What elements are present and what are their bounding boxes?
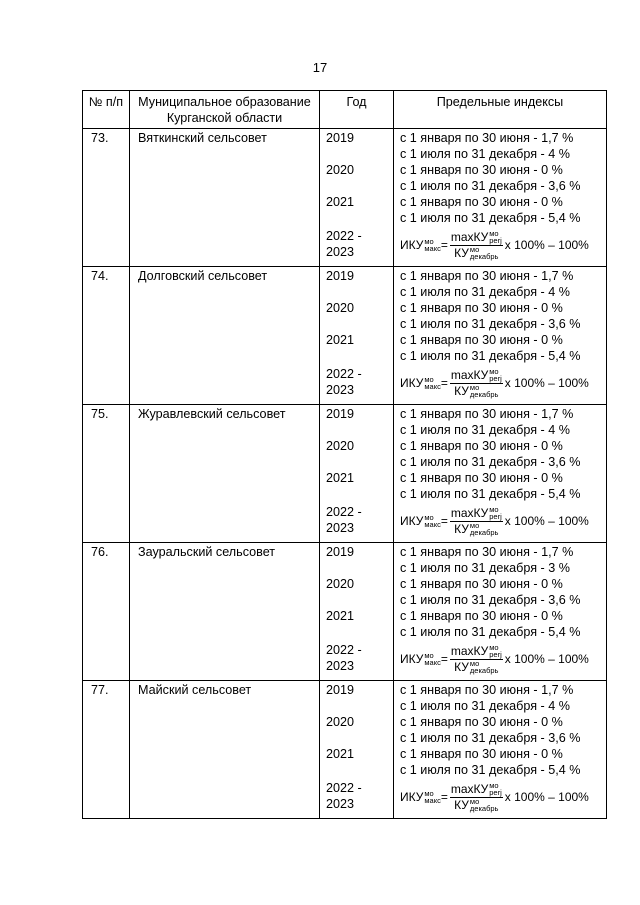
index-line: с 1 июля по 31 декабря - 3,6 %: [400, 317, 581, 331]
formula-num-text: maxКУ: [450, 505, 489, 520]
formula-den-sup: мо: [469, 797, 480, 807]
row-number: [83, 681, 130, 819]
year-label: 2022 - 2023: [326, 229, 362, 259]
index-line: с 1 января по 30 июня - 0 %: [400, 577, 563, 591]
row-years: [320, 129, 394, 267]
row-number-text: 76.: [91, 545, 109, 559]
formula-lhs-sup: мо: [424, 375, 434, 384]
formula-lhs-sup: мо: [424, 789, 434, 798]
year-label: 2020: [326, 439, 355, 453]
formula-lhs-sub: макс: [424, 796, 441, 805]
formula-den-sub: декабрь: [469, 390, 499, 400]
index-line: с 1 января по 30 июня - 0 %: [400, 195, 563, 209]
index-formula: [400, 778, 606, 816]
formula-den-sub: декабрь: [469, 804, 499, 814]
header-num: № п/п: [83, 91, 130, 129]
index-formula: [400, 364, 606, 402]
year-label: 2022 - 2023: [326, 781, 362, 811]
formula-equals: =: [440, 376, 448, 390]
year-label: 2020: [326, 301, 355, 315]
index-line: с 1 июля по 31 декабря - 4 %: [400, 147, 570, 161]
formula-den-text: КУ: [454, 383, 469, 398]
formula-lhs-sub: макс: [424, 382, 441, 391]
index-line: с 1 июля по 31 декабря - 5,4 %: [400, 487, 581, 501]
formula-den-text: КУ: [454, 521, 469, 536]
formula-tail: x 100% – 100%: [504, 790, 589, 804]
index-line: с 1 января по 30 июня - 1,7 %: [400, 683, 574, 697]
municipality-name: Вяткинский сельсовет: [138, 131, 267, 145]
row-number: [83, 267, 130, 405]
municipality-name: Долговский сельсовет: [138, 269, 268, 283]
formula-lhs-sup: мо: [424, 237, 434, 246]
index-line: с 1 января по 30 июня - 0 %: [400, 715, 563, 729]
index-line: с 1 июля по 31 декабря - 5,4 %: [400, 625, 581, 639]
year-label: 2022 - 2023: [326, 367, 362, 397]
formula-numerator: [450, 506, 503, 522]
formula-num-sub: perj: [489, 374, 502, 384]
table-row: [83, 405, 607, 543]
year-label: 2020: [326, 163, 355, 177]
formula-denominator: [454, 522, 498, 537]
index-line: с 1 января по 30 июня - 0 %: [400, 333, 563, 347]
formula-den-sup: мо: [469, 245, 480, 255]
index-line: с 1 июля по 31 декабря - 4 %: [400, 423, 570, 437]
index-line: с 1 января по 30 июня - 0 %: [400, 439, 563, 453]
formula-lhs-indices: [424, 376, 440, 390]
formula-lhs-sup: мо: [424, 513, 434, 522]
row-number-text: 77.: [91, 683, 109, 697]
index-line: с 1 января по 30 июня - 1,7 %: [400, 269, 574, 283]
formula-fraction: [450, 230, 503, 261]
row-years: [320, 543, 394, 681]
index-line: с 1 июля по 31 декабря - 3,6 %: [400, 731, 581, 745]
formula-equals: =: [440, 514, 448, 528]
header-municipality: Муниципальное образование Курганской области: [130, 91, 320, 129]
formula-den-indices: [470, 798, 499, 812]
index-line: с 1 июля по 31 декабря - 5,4 %: [400, 763, 581, 777]
formula-numerator: [450, 644, 503, 660]
formula-lhs-sub: макс: [424, 244, 441, 253]
formula-numerator: [450, 368, 503, 384]
row-number: [83, 405, 130, 543]
index-line: с 1 июля по 31 декабря - 5,4 %: [400, 211, 581, 225]
formula-den-sub: декабрь: [469, 666, 499, 676]
formula-num-sub: perj: [489, 236, 502, 246]
formula-tail: x 100% – 100%: [504, 376, 589, 390]
formula-lhs-sup: мо: [424, 651, 434, 660]
year-label: 2022 - 2023: [326, 505, 362, 535]
formula-lhs-sub: макс: [424, 658, 441, 667]
formula-num-text: maxКУ: [450, 367, 489, 382]
formula-num-indices: [489, 782, 502, 796]
index-line: с 1 января по 30 июня - 0 %: [400, 301, 563, 315]
year-label: 2021: [326, 333, 355, 347]
formula-fraction: [450, 506, 503, 537]
row-number-text: 74.: [91, 269, 109, 283]
municipality-name: Журавлевский сельсовет: [138, 407, 286, 421]
formula-tail: x 100% – 100%: [504, 238, 589, 252]
formula-equals: =: [440, 238, 448, 252]
year-label: 2019: [326, 545, 355, 559]
formula-num-sup: мо: [489, 505, 499, 515]
year-label: 2019: [326, 407, 355, 421]
row-indexes: [394, 267, 607, 405]
formula-fraction: [450, 368, 503, 399]
year-label: 2019: [326, 131, 355, 145]
year-label: 2020: [326, 577, 355, 591]
formula-num-indices: [489, 230, 502, 244]
row-municipality: [130, 681, 320, 819]
formula-num-text: maxКУ: [450, 643, 489, 658]
row-years: [320, 681, 394, 819]
formula-tail: x 100% – 100%: [504, 652, 589, 666]
formula-fraction: [450, 782, 503, 813]
row-municipality: [130, 129, 320, 267]
index-line: с 1 января по 30 июня - 0 %: [400, 609, 563, 623]
formula-num-sub: perj: [489, 788, 502, 798]
formula-denominator: [454, 246, 498, 261]
formula-numerator: [450, 782, 503, 798]
index-line: с 1 января по 30 июня - 0 %: [400, 747, 563, 761]
row-number: [83, 543, 130, 681]
formula-lhs: ИКУ: [400, 652, 424, 666]
index-formula: [400, 226, 606, 264]
formula-num-sup: мо: [489, 229, 499, 239]
formula-tail: x 100% – 100%: [504, 514, 589, 528]
row-number-text: 75.: [91, 407, 109, 421]
formula-num-sup: мо: [489, 643, 499, 653]
index-line: с 1 января по 30 июня - 1,7 %: [400, 545, 574, 559]
index-line: с 1 июля по 31 декабря - 3,6 %: [400, 593, 581, 607]
formula-lhs: ИКУ: [400, 376, 424, 390]
table-row: [83, 681, 607, 819]
index-line: с 1 июля по 31 декабря - 3 %: [400, 561, 570, 575]
formula-lhs: ИКУ: [400, 514, 424, 528]
formula-lhs-indices: [424, 652, 440, 666]
formula-lhs: ИКУ: [400, 790, 424, 804]
year-label: 2019: [326, 269, 355, 283]
formula-num-text: maxКУ: [450, 229, 489, 244]
year-label: 2021: [326, 471, 355, 485]
row-years: [320, 267, 394, 405]
row-years: [320, 405, 394, 543]
row-municipality: [130, 405, 320, 543]
formula-num-sup: мо: [489, 781, 499, 791]
row-number: [83, 129, 130, 267]
index-line: с 1 июля по 31 декабря - 3,6 %: [400, 179, 581, 193]
year-label: 2020: [326, 715, 355, 729]
index-formula: [400, 502, 606, 540]
formula-equals: =: [440, 790, 448, 804]
formula-num-text: maxКУ: [450, 781, 489, 796]
municipality-name: Майский сельсовет: [138, 683, 252, 697]
table-row: [83, 267, 607, 405]
table-header-row: [83, 91, 607, 129]
table-row: [83, 129, 607, 267]
formula-den-text: КУ: [454, 659, 469, 674]
tariff-index-table: [82, 90, 607, 819]
row-indexes: [394, 129, 607, 267]
formula-den-text: КУ: [454, 797, 469, 812]
index-line: с 1 января по 30 июня - 0 %: [400, 471, 563, 485]
formula-den-indices: [470, 660, 499, 674]
row-indexes: [394, 543, 607, 681]
index-line: с 1 июля по 31 декабря - 4 %: [400, 699, 570, 713]
year-label: 2021: [326, 195, 355, 209]
formula-lhs-indices: [424, 790, 440, 804]
formula-den-sub: декабрь: [469, 528, 499, 538]
formula-lhs-indices: [424, 514, 440, 528]
row-number-text: 73.: [91, 131, 109, 145]
formula-lhs-sub: макс: [424, 520, 441, 529]
index-line: с 1 июля по 31 декабря - 3,6 %: [400, 455, 581, 469]
formula-fraction: [450, 644, 503, 675]
index-line: с 1 января по 30 июня - 1,7 %: [400, 131, 574, 145]
formula-denominator: [454, 384, 498, 399]
table-body: [83, 129, 607, 819]
header-indexes: Предельные индексы: [394, 91, 607, 129]
formula-lhs: ИКУ: [400, 238, 424, 252]
year-label: 2021: [326, 747, 355, 761]
formula-den-sub: декабрь: [469, 252, 499, 262]
page-number: 17: [312, 60, 328, 75]
row-indexes: [394, 681, 607, 819]
formula-num-indices: [489, 644, 502, 658]
row-municipality: [130, 267, 320, 405]
formula-den-sup: мо: [469, 521, 480, 531]
formula-num-indices: [489, 368, 502, 382]
index-line: с 1 января по 30 июня - 0 %: [400, 163, 563, 177]
year-label: 2021: [326, 609, 355, 623]
year-label: 2019: [326, 683, 355, 697]
formula-denominator: [454, 798, 498, 813]
formula-num-sup: мо: [489, 367, 499, 377]
formula-den-text: КУ: [454, 245, 469, 260]
municipality-name: Зауральский сельсовет: [138, 545, 276, 559]
index-formula: [400, 640, 606, 678]
formula-denominator: [454, 660, 498, 675]
formula-lhs-indices: [424, 238, 440, 252]
index-line: с 1 июля по 31 декабря - 4 %: [400, 285, 570, 299]
formula-den-sup: мо: [469, 659, 480, 669]
index-line: с 1 января по 30 июня - 1,7 %: [400, 407, 574, 421]
formula-den-indices: [470, 384, 499, 398]
formula-den-indices: [470, 246, 499, 260]
formula-den-sup: мо: [469, 383, 480, 393]
formula-num-indices: [489, 506, 502, 520]
year-label: 2022 - 2023: [326, 643, 362, 673]
formula-den-indices: [470, 522, 499, 536]
table-row: [83, 543, 607, 681]
header-year: Год: [320, 91, 394, 129]
formula-numerator: [450, 230, 503, 246]
formula-num-sub: perj: [489, 650, 502, 660]
formula-equals: =: [440, 652, 448, 666]
row-municipality: [130, 543, 320, 681]
row-indexes: [394, 405, 607, 543]
formula-num-sub: perj: [489, 512, 502, 522]
index-line: с 1 июля по 31 декабря - 5,4 %: [400, 349, 581, 363]
